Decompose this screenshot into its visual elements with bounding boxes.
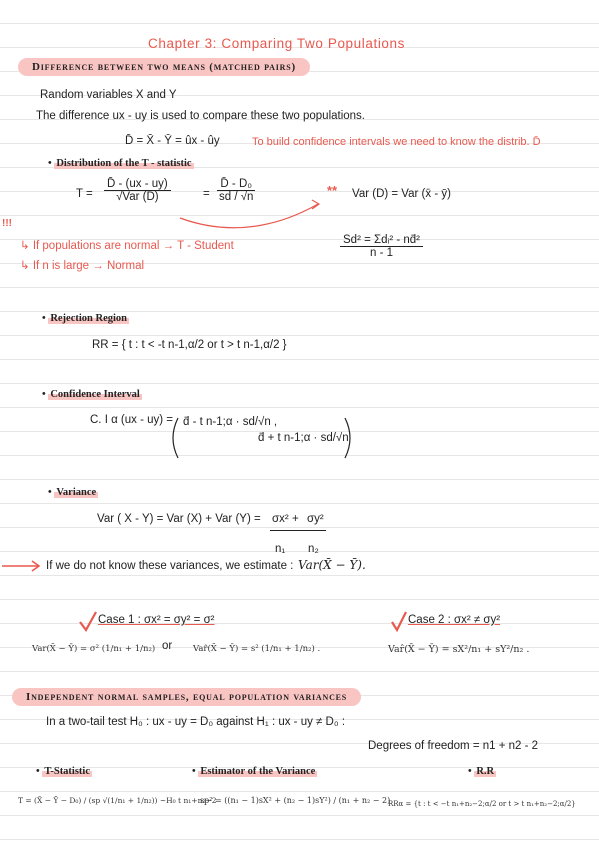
ci-left: d̄ - t n-1;α · sd/√n , (183, 416, 278, 428)
estimate-text: If we do not know these variances, we estimate : (46, 560, 294, 572)
ci-heading: • Confidence Interval (42, 389, 140, 400)
left-paren (173, 418, 178, 458)
t-stat-den2: sd / √n (219, 191, 254, 203)
var-d-text: Var (D) = Var (x̄ - ȳ) (352, 188, 451, 200)
ci-lhs: C. I α (ux - uy) = (90, 414, 174, 426)
page-title: Chapter 3: Comparing Two Populations (148, 36, 405, 51)
rejection-title: Rejection Region (50, 313, 128, 324)
var-den-1: n₁ (275, 543, 286, 555)
ci-right: d̄ + t n-1;α · sd/√n (258, 432, 349, 444)
estimator-heading: • Estimator of the Variance (192, 766, 316, 777)
var-term-x: σx² (272, 513, 289, 525)
t-stat-lhs: T = (76, 188, 93, 200)
var-fraction-line (270, 530, 326, 531)
rr2-title: R.R (476, 766, 495, 777)
t-stat-den1: √Var (D) (116, 191, 159, 203)
tstat2-heading: • T-Statistic (36, 766, 91, 777)
dbar-equation: D̄ = X̄ - Ȳ = ûx - ûy (125, 135, 220, 147)
case2-label: Case 2 : σx² ≠ σy² (408, 614, 501, 626)
warning-flag: !!! (2, 218, 12, 229)
t-stat-frac1 (104, 178, 171, 203)
case1-or: or (162, 640, 173, 652)
two-tail-text: In a two-tail test H₀ : ux - uy = D₀ against H₁ : ux - uy ≠ D₀ : (46, 716, 346, 728)
variance-title: Variance (56, 487, 97, 498)
var-plus: + (292, 513, 299, 525)
sd2-formula (340, 234, 423, 259)
tstat2-title: T-Statistic (44, 766, 91, 777)
rr2-heading: • R.R (468, 766, 495, 777)
ci-note: To build confidence intervals we need to know the distrib. D̄ (252, 136, 541, 148)
rejection-heading: • Rejection Region (42, 313, 128, 324)
t-stat-eq: = (203, 188, 210, 200)
degrees-freedom: Degrees of freedom = n1 + n2 - 2 (368, 740, 539, 752)
sd2-den: n - 1 (369, 247, 393, 259)
var-formula: Var ( X - Y) = Var (X) + Var (Y) = (97, 513, 261, 525)
variance-heading: • Variance (48, 487, 97, 498)
var-den-2: n₂ (308, 543, 319, 555)
checkmark-icon (392, 612, 406, 630)
case1-label: Case 1 : σx² = σy² = σ² (98, 614, 215, 626)
t-stat-frac2 (216, 178, 256, 203)
t-stat-num1: D̄ - (ux - uy) (104, 178, 171, 191)
stars-mark: ** (327, 183, 338, 198)
distribution-title: Distribution of the T - statistic (56, 158, 192, 169)
cond-large: ↳ If n is large → Normal (20, 260, 145, 272)
rr-formula: RR = { t : t < -t n-1,α/2 or t > t n-1,α/2 } (92, 339, 287, 351)
estimator-formula: sp² = ((n₁ − 1)sX² + (n₂ − 1)sY²) / (n₁ + n₂ − 2) (200, 796, 391, 805)
curved-arrow-head (312, 200, 319, 209)
estimator-title: Estimator of the Variance (200, 766, 316, 777)
section-banner-matched-pairs: Difference between two means (matched pairs) (18, 58, 310, 76)
case2-formula: Var̂(X̄ − Ȳ) = sX²/n₁ + sY²/n₂ . (388, 644, 530, 655)
cond-normal: ↳ If populations are normal → T - Student (20, 240, 234, 252)
estimate-math: Var(X̄ − Ȳ). (298, 558, 366, 572)
rr2-formula: RRα = {t : t < −t n₁+n₂−2;α/2 or t > t n₁+n₂−2;α/2} (388, 800, 576, 808)
random-vars-text: Random variables X and Y (40, 89, 177, 101)
case1-formula-a: Var(X̄ − Ȳ) = σ² (1/n₁ + 1/n₂) (32, 644, 156, 654)
checkmark-icon (80, 612, 96, 630)
var-term-y: σy² (307, 513, 324, 525)
sd2-num: Sd² = Σdᵢ² - nd̄² (340, 234, 423, 247)
tstat2-formula: T = (X̄ − Ȳ − D₀) / (sp √(1/n₁ + 1/n₂)) ~H₀ t n₁+n₂−2 (18, 796, 217, 805)
t-stat-num2: D̄ - D₀ (217, 178, 255, 191)
ci-title: Confidence Interval (50, 389, 140, 400)
distribution-heading: • Distribution of the T - statistic (48, 158, 192, 169)
case1-formula-b: Var̂(X̄ − Ȳ) = s² (1/n₁ + 1/n₂) . (193, 644, 321, 654)
difference-text: The difference ux - uy is used to compare these two populations. (36, 110, 366, 122)
section-banner-independent: Independent normal samples, equal population variances (12, 688, 361, 706)
curved-arrow (180, 204, 318, 228)
